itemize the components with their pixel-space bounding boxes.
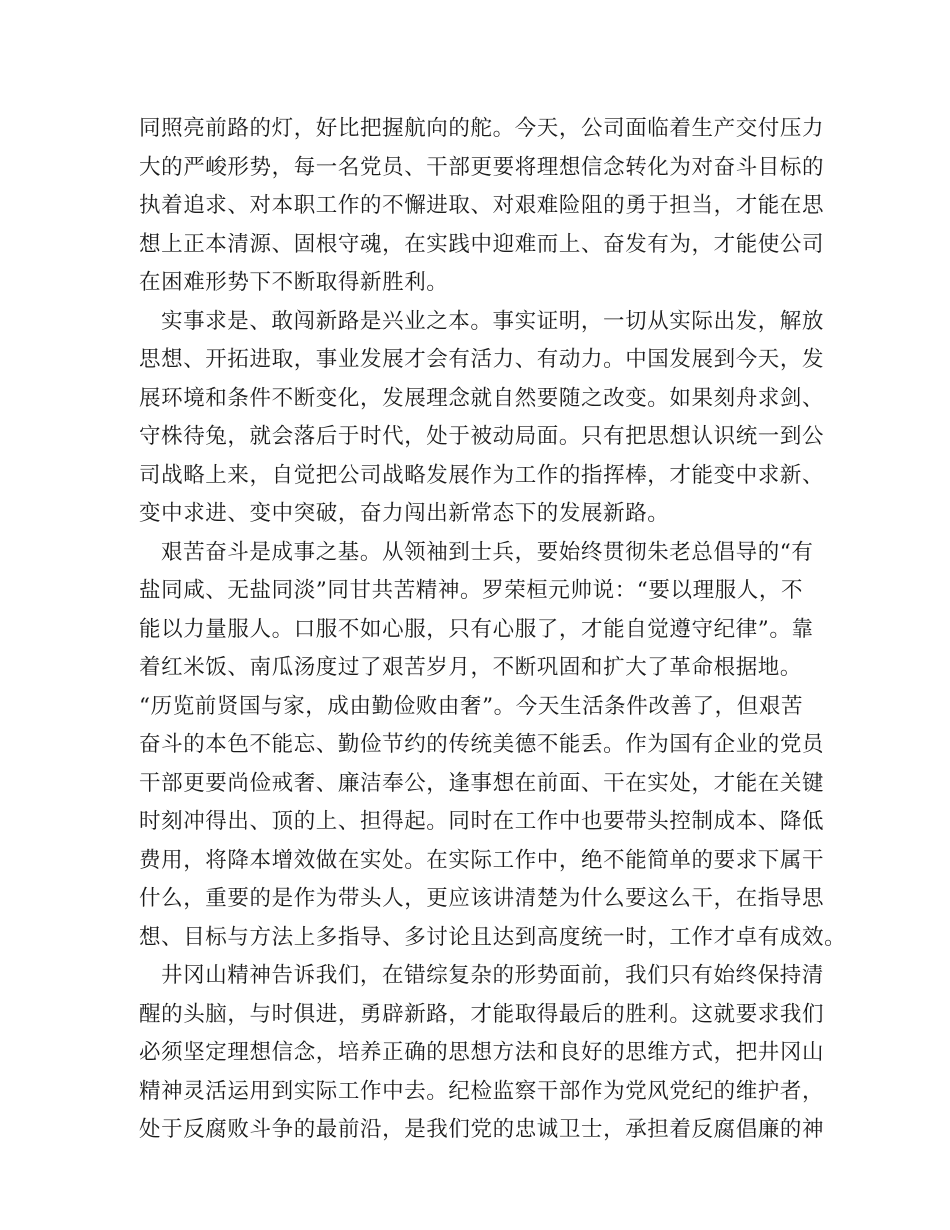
text-line: 想、目标与方法上多指导、多讨论且达到高度统一时，工作才卓有成效。: [139, 924, 847, 950]
text-line: 井冈山精神告诉我们，在错综复杂的形势面前，我们只有始终保持清: [161, 963, 825, 988]
document-body: [139, 110, 847, 1150]
text-line: 费用，将降本增效做在实处。在实际工作中，绝不能简单的要求下属干: [139, 847, 825, 873]
text-line: 必须坚定理想信念，培养正确的思想方法和良好的思维方式，把井冈山: [139, 1040, 825, 1065]
text-line: 艰苦奋斗是成事之基。从领袖到士兵，要始终贯彻朱老总倡导的“有: [161, 539, 814, 565]
text-line: 着红米饭、南瓜汤度过了艰苦岁月，不断巩固和扩大了革命根据地。: [139, 655, 803, 680]
text-line: 处于反腐败斗争的最前沿，是我们党的忠诚卫士，承担着反腐倡廉的神: [139, 1117, 825, 1142]
paragraph-jinggangshan: [139, 957, 825, 1150]
text-line: 大的严峻形势，每一名党员、干部更要将理想信念转化为对奋斗目标的: [139, 154, 825, 180]
text-line: 奋斗的本色不能忘、勤俭节约的传统美德不能丢。作为国有企业的党员: [139, 732, 825, 757]
text-line: 变中求进、变中突破，奋力闯出新常态下的发展新路。: [139, 501, 670, 526]
text-line: 能以力量服人。口服不如心服，只有心服了，才能自觉遵守纪律”。靠: [139, 616, 814, 642]
text-line: 精神灵活运用到实际工作中去。纪检监察干部作为党风党纪的维护者，: [139, 1078, 825, 1104]
text-line: 展环境和条件不断变化，发展理念就自然要随之改变。如果刻舟求剑、: [139, 385, 825, 411]
text-line: 想上正本清源、固根守魂，在实践中迎难而上、奋发有为，才能使公司: [139, 231, 825, 257]
text-line: 醒的头脑，与时俱进，勇辟新路，才能取得最后的胜利。这就要求我们: [139, 1001, 825, 1027]
text-line: 盐同咸、无盐同淡”同甘共苦精神。罗荣桓元帅说：“要以理服人，不: [139, 578, 804, 603]
text-line: 什么，重要的是作为带头人，更应该讲清楚为什么要这么干，在指导思: [139, 886, 825, 911]
text-line: 守株待兔，就会落后于时代，处于被动局面。只有把思想认识统一到公: [139, 424, 825, 449]
paragraph-ideals: [139, 110, 825, 303]
text-line: 在困难形势下不断取得新胜利。: [139, 270, 449, 295]
paragraph-hard-work: [139, 534, 847, 958]
paragraph-seeking-truth: [139, 303, 825, 534]
text-line: 实事求是、敢闯新路是兴业之本。事实证明，一切从实际出发，解放: [161, 308, 825, 334]
text-line: 同照亮前路的灯，好比把握航向的舵。今天，公司面临着生产交付压力: [139, 116, 825, 141]
text-line: 司战略上来，自觉把公司战略发展作为工作的指挥棒，才能变中求新、: [139, 462, 825, 488]
text-line: 执着追求、对本职工作的不懈进取、对艰难险阻的勇于担当，才能在思: [139, 193, 825, 218]
text-line: 干部更要尚俭戒奢、廉洁奉公，逢事想在前面、干在实处，才能在关键: [139, 770, 825, 796]
text-line: 时刻冲得出、顶的上、担得起。同时在工作中也要带头控制成本、降低: [139, 809, 825, 834]
text-line: “历览前贤国与家，成由勤俭败由奢”。今天生活条件改善了，但艰苦: [139, 693, 804, 719]
text-line: 思想、开拓进取，事业发展才会有活力、有动力。中国发展到今天，发: [139, 347, 825, 372]
